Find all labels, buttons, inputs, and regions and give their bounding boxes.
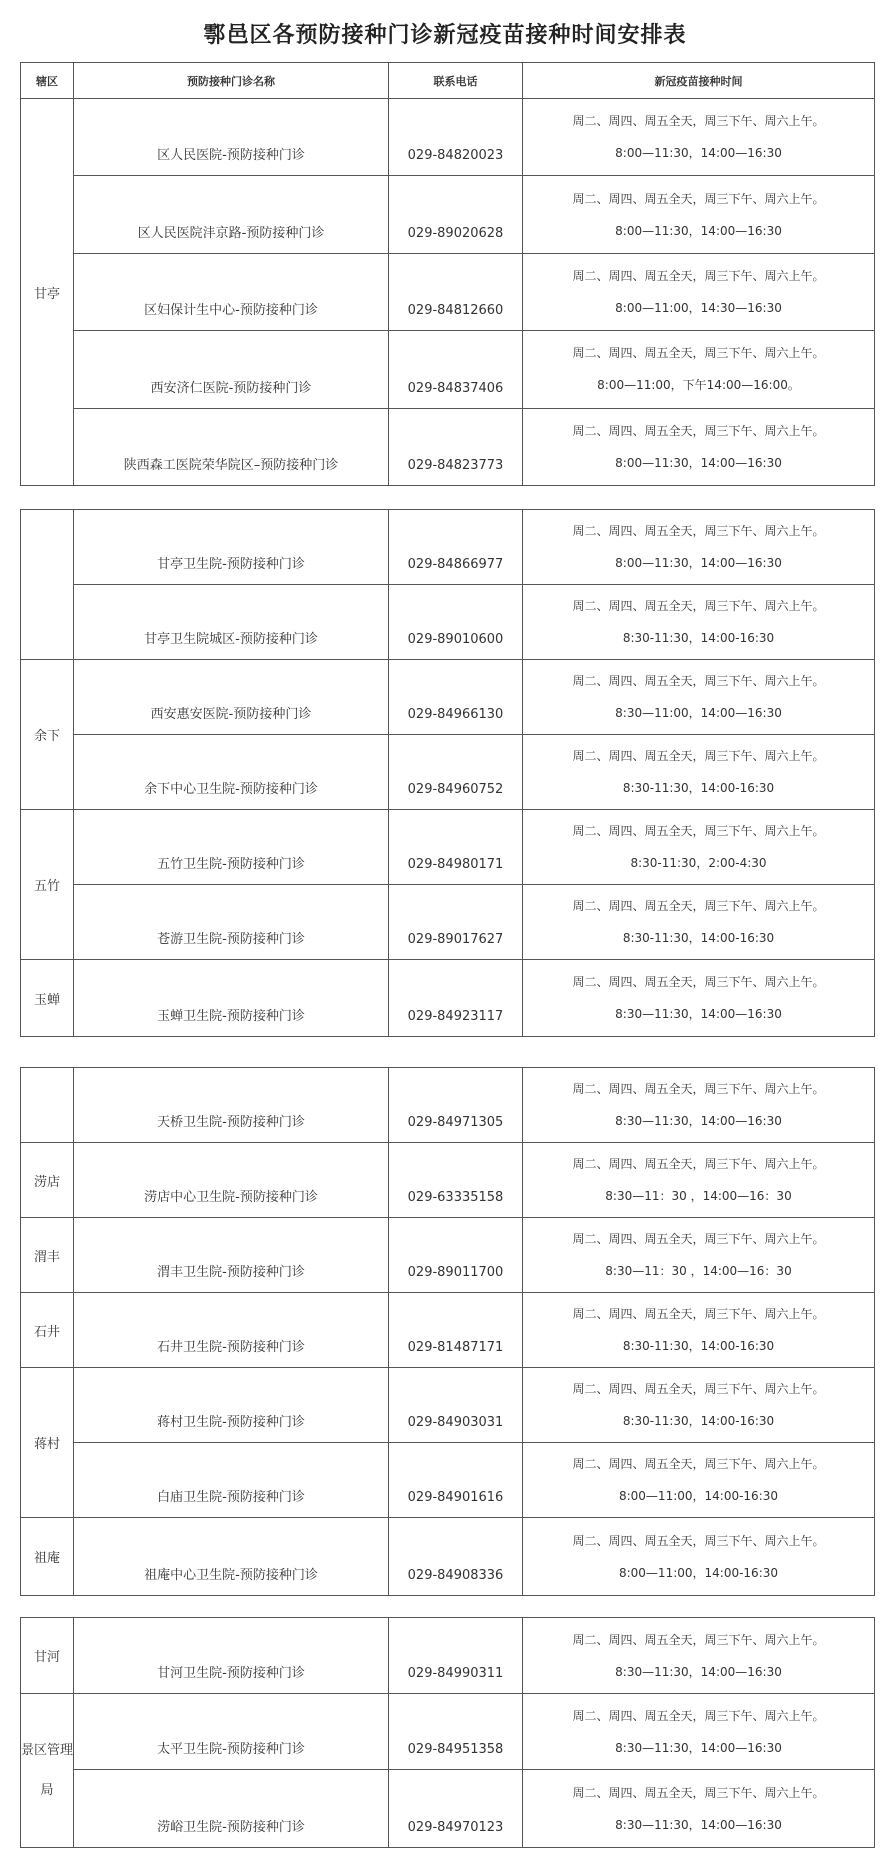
header-clinic-name: 预防接种门诊名称 [74, 63, 389, 99]
table-row [21, 176, 875, 253]
clinic-name: 甘亭卫生院城区-预防接种门诊 [74, 585, 389, 660]
time-cell [523, 176, 875, 253]
page-title: 鄠邑区各预防接种门诊新冠疫苗接种时间安排表 [203, 23, 687, 48]
phone-number: 029-89011700 [389, 1218, 523, 1293]
phone-number: 029-84812660 [389, 253, 523, 330]
table-row [21, 99, 875, 176]
table-row [21, 1068, 875, 1143]
time-cell [523, 810, 875, 885]
phone-number: 029-84908336 [389, 1518, 523, 1596]
time-cell [523, 1068, 875, 1143]
time-cell [523, 1518, 875, 1596]
clinic-name: 祖庵中心卫生院-预防接种门诊 [74, 1518, 389, 1596]
phone-number: 029-84971305 [389, 1068, 523, 1143]
district-cell: 五竹 [21, 810, 74, 960]
time-cell [523, 735, 875, 810]
district-cell: 玉蝉 [21, 960, 74, 1037]
vaccination-days: 周二、周四、周五全天，周三下午、周六上午。 [572, 1307, 825, 1321]
table-row [21, 960, 875, 1037]
time-cell [523, 960, 875, 1037]
table-row [21, 1518, 875, 1596]
time-cell [523, 1694, 875, 1770]
clinic-name: 太平卫生院-预防接种门诊 [74, 1694, 389, 1770]
schedule-section-3 [20, 1067, 874, 1595]
vaccination-hours: 8:30—11:30，14:00—16:30 [615, 1007, 782, 1021]
district-cell [21, 1068, 74, 1143]
header-vaccination-time: 新冠疫苗接种时间 [523, 63, 875, 99]
clinic-name: 蒋村卫生院-预防接种门诊 [74, 1368, 389, 1443]
vaccination-days: 周二、周四、周五全天，周三下午、周六上午。 [572, 524, 825, 538]
table-row [21, 253, 875, 330]
vaccination-hours: 8:00—11:00，14:00-16:30 [618, 1489, 779, 1503]
phone-number: 029-84820023 [389, 99, 523, 176]
district-cell: 蒋村 [21, 1368, 74, 1518]
clinic-name: 区妇保计生中心-预防接种门诊 [74, 253, 389, 330]
vaccination-days: 周二、周四、周五全天，周三下午、周六上午。 [572, 1533, 825, 1548]
table-row [21, 660, 875, 735]
phone-number: 029-84990311 [389, 1618, 523, 1694]
vaccination-hours: 8:00—11:00，14:30—16:30 [615, 301, 782, 316]
vaccination-hours: 8:30-11:30，14:00-16:30 [622, 1414, 775, 1428]
table-row [21, 810, 875, 885]
clinic-name: 石井卫生院-预防接种门诊 [74, 1293, 389, 1368]
vaccination-days: 周二、周四、周五全天，周三下午、周六上午。 [572, 1157, 825, 1171]
district-cell: 甘亭 [21, 99, 74, 486]
clinic-name: 渭丰卫生院-预防接种门诊 [74, 1218, 389, 1293]
district-cell: 涝店 [21, 1143, 74, 1218]
district-cell: 余下 [21, 660, 74, 810]
vaccination-days: 周二、周四、周五全天，周三下午、周六上午。 [572, 346, 825, 361]
schedule-table [20, 62, 875, 486]
vaccination-hours: 8:00—11:30，14:00—16:30 [615, 455, 782, 470]
time-cell [523, 1443, 875, 1518]
vaccination-days: 周二、周四、周五全天，周三下午、周六上午。 [572, 191, 825, 206]
table-row [21, 1770, 875, 1848]
district-cell: 甘河 [21, 1618, 74, 1694]
clinic-name: 西安惠安医院-预防接种门诊 [74, 660, 389, 735]
phone-number: 029-84923117 [389, 960, 523, 1037]
time-cell [523, 1618, 875, 1694]
time-cell [523, 253, 875, 330]
time-cell [523, 660, 875, 735]
phone-number: 029-84970123 [389, 1770, 523, 1848]
vaccination-hours: 8:30-11:30，14:00-16:30 [622, 781, 775, 795]
table-row [21, 585, 875, 660]
district-cell: 石井 [21, 1293, 74, 1368]
vaccination-hours: 8:00—11:30，14:00—16:30 [615, 223, 782, 238]
vaccination-days: 周二、周四、周五全天，周三下午、周六上午。 [572, 674, 825, 688]
time-cell [523, 885, 875, 960]
vaccination-days: 周二、周四、周五全天，周三下午、周六上午。 [572, 269, 825, 284]
district-cell: 景区管理局 [21, 1694, 74, 1848]
table-row [21, 510, 875, 585]
table-row [21, 1618, 875, 1694]
vaccination-hours: 8:30—11:30，14:00—16:30 [615, 1114, 782, 1128]
clinic-name: 西安济仁医院-预防接种门诊 [74, 331, 389, 408]
phone-number: 029-81487171 [389, 1293, 523, 1368]
schedule-table [20, 1617, 875, 1848]
time-cell [523, 331, 875, 408]
district-cell [21, 510, 74, 660]
vaccination-days: 周二、周四、周五全天，周三下午、周六上午。 [572, 975, 825, 989]
table-row [21, 735, 875, 810]
vaccination-hours: 8:30-11:30，2:00-4:30 [630, 856, 767, 870]
phone-number: 029-84903031 [389, 1368, 523, 1443]
phone-number: 029-63335158 [389, 1143, 523, 1218]
schedule-table [20, 509, 875, 1037]
vaccination-hours: 8:00—11:00，下午14:00—16:00。 [597, 378, 800, 393]
table-row [21, 1694, 875, 1770]
vaccination-hours: 8:30—11：30 ，14:00—16：30 [605, 1189, 792, 1203]
time-cell [523, 1293, 875, 1368]
header-district: 辖区 [21, 63, 74, 99]
vaccination-days: 周二、周四、周五全天，周三下午、周六上午。 [572, 1708, 825, 1723]
phone-number: 029-84951358 [389, 1694, 523, 1770]
clinic-name: 甘亭卫生院-预防接种门诊 [74, 510, 389, 585]
time-cell [523, 408, 875, 485]
vaccination-hours: 8:30—11:30，14:00—16:30 [615, 1740, 782, 1755]
vaccination-days: 周二、周四、周五全天，周三下午、周六上午。 [572, 1632, 825, 1647]
vaccination-hours: 8:30—11:30，14:00—16:30 [615, 1664, 782, 1679]
table-row [21, 1443, 875, 1518]
vaccination-hours: 8:30-11:30，14:00-16:30 [622, 631, 775, 645]
phone-number: 029-84966130 [389, 660, 523, 735]
phone-number: 029-84960752 [389, 735, 523, 810]
clinic-name: 天桥卫生院-预防接种门诊 [74, 1068, 389, 1143]
vaccination-days: 周二、周四、周五全天，周三下午、周六上午。 [572, 824, 825, 838]
phone-number: 029-84823773 [389, 408, 523, 485]
vaccination-days: 周二、周四、周五全天，周三下午、周六上午。 [572, 114, 825, 129]
phone-number: 029-84837406 [389, 331, 523, 408]
clinic-name: 白庙卫生院-预防接种门诊 [74, 1443, 389, 1518]
vaccination-hours: 8:00—11:30，14:00—16:30 [615, 556, 782, 570]
vaccination-hours: 8:30—11:00，14:00—16:30 [615, 706, 782, 720]
clinic-name: 玉蝉卫生院-预防接种门诊 [74, 960, 389, 1037]
phone-number: 029-84980171 [389, 810, 523, 885]
clinic-name: 陕西森工医院荣华院区–预防接种门诊 [74, 408, 389, 485]
phone-number: 029-84866977 [389, 510, 523, 585]
phone-number: 029-89010600 [389, 585, 523, 660]
vaccination-hours: 8:00—11:00，14:00-16:30 [618, 1565, 779, 1580]
time-cell [523, 585, 875, 660]
table-row [21, 331, 875, 408]
district-cell: 祖庵 [21, 1518, 74, 1596]
vaccination-hours: 8:30-11:30，14:00-16:30 [622, 1339, 775, 1353]
vaccination-days: 周二、周四、周五全天，周三下午、周六上午。 [572, 1082, 825, 1096]
table-row [21, 885, 875, 960]
time-cell [523, 1218, 875, 1293]
vaccination-days: 周二、周四、周五全天，周三下午、周六上午。 [572, 1382, 825, 1396]
clinic-name: 苍游卫生院-预防接种门诊 [74, 885, 389, 960]
table-row [21, 1143, 875, 1218]
table-row [21, 1368, 875, 1443]
clinic-name: 五竹卫生院-预防接种门诊 [74, 810, 389, 885]
time-cell [523, 1143, 875, 1218]
header-phone: 联系电话 [389, 63, 523, 99]
district-cell: 渭丰 [21, 1218, 74, 1293]
time-cell [523, 99, 875, 176]
table-row [21, 408, 875, 485]
vaccination-hours: 8:30-11:30，14:00-16:30 [622, 931, 775, 945]
table-row [21, 1218, 875, 1293]
clinic-name: 余下中心卫生院-预防接种门诊 [74, 735, 389, 810]
clinic-name: 区人民医院沣京路-预防接种门诊 [74, 176, 389, 253]
table-row [21, 1293, 875, 1368]
clinic-name: 甘河卫生院-预防接种门诊 [74, 1618, 389, 1694]
schedule-section-4 [20, 1617, 874, 1847]
clinic-name: 涝店中心卫生院-预防接种门诊 [74, 1143, 389, 1218]
schedule-table [20, 1067, 875, 1596]
vaccination-days: 周二、周四、周五全天，周三下午、周六上午。 [572, 1457, 825, 1471]
vaccination-days: 周二、周四、周五全天，周三下午、周六上午。 [572, 423, 825, 438]
vaccination-days: 周二、周四、周五全天，周三下午、周六上午。 [572, 599, 825, 613]
vaccination-days: 周二、周四、周五全天，周三下午、周六上午。 [572, 749, 825, 763]
vaccination-hours: 8:30—11：30 ，14:00—16：30 [605, 1264, 792, 1278]
clinic-name: 涝峪卫生院-预防接种门诊 [74, 1770, 389, 1848]
clinic-name: 区人民医院-预防接种门诊 [74, 99, 389, 176]
vaccination-hours: 8:30—11:30，14:00—16:30 [615, 1817, 782, 1832]
time-cell [523, 1770, 875, 1848]
header-row [21, 63, 875, 99]
vaccination-days: 周二、周四、周五全天，周三下午、周六上午。 [572, 1232, 825, 1246]
phone-number: 029-84901616 [389, 1443, 523, 1518]
schedule-section-2 [20, 509, 874, 1036]
phone-number: 029-89020628 [389, 176, 523, 253]
time-cell [523, 510, 875, 585]
time-cell [523, 1368, 875, 1443]
vaccination-days: 周二、周四、周五全天，周三下午、周六上午。 [572, 1785, 825, 1800]
phone-number: 029-89017627 [389, 885, 523, 960]
vaccination-days: 周二、周四、周五全天，周三下午、周六上午。 [572, 899, 825, 913]
vaccination-hours: 8:00—11:30，14:00—16:30 [615, 146, 782, 161]
schedule-section-1 [20, 62, 874, 486]
